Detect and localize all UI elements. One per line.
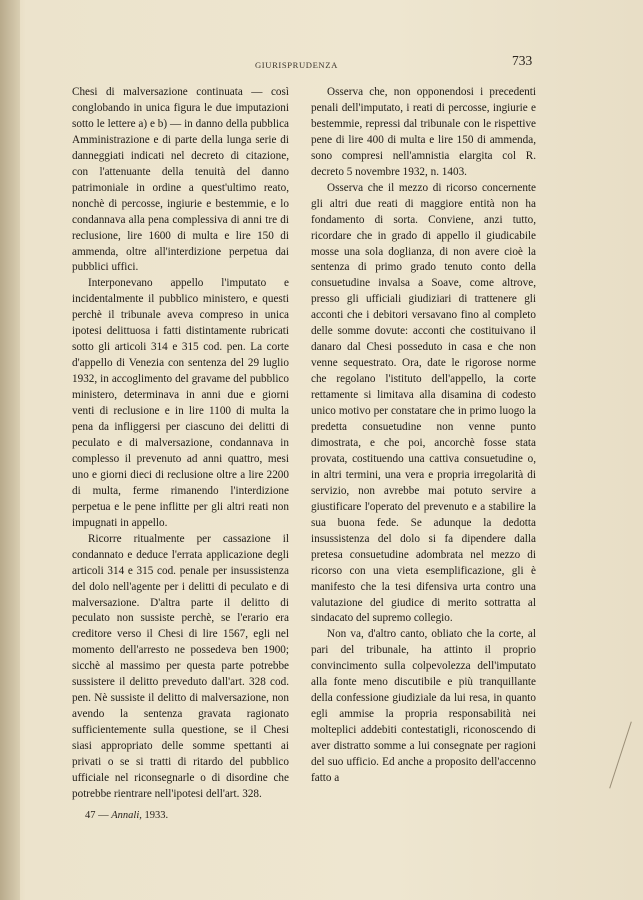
- paragraph: Chesi di malversazione continuata — così conglobando in unica figura le due imputazioni sotto le lettere a) e b) — in danno della pubblica Amministrazione e di parte della lunga serie di danneggiati indicati nel decreto di citazione, con l'attenuante della tenuità del danno patrimoniale in ordine a quest'ultimo reato, nonchè di percosse, ingiurie e bestemmie, e lo condannava alla pena complessiva di anni tre di reclusione, lire 1600 di multa e lire 150 di ammenda, oltre all'interdizione perpetua dai pubblici uffici.: [72, 86, 289, 274]
- signature-number: 47: [85, 810, 96, 821]
- footer-dash: —: [98, 810, 109, 821]
- paragraph: Non va, d'altro canto, obliato che la corte, al pari del tribunale, ha attinto il proprio convincimento sulla colpevolezza dell'imputato alla fonte meno discutibile e più tranquillante della confessione giudiziale da lui resa, in quanto egli ammise la propria responsabilità nei molteplici addebiti contestatigli, riconoscendo di aver distratto somme a lui consegnate per ragioni del suo ufficio. Ed anche a proposito dell'accenno fatto a: [311, 628, 536, 784]
- journal-name: Annali,: [111, 810, 142, 821]
- paragraph: Osserva che il mezzo di ricorso concernente gli altri due reati di maggiore entità non ha fondamento di sorta. Conviene, anzi tutto, ricordare che in grado di appello il giudicabile mosse una sola doglianza, di non avere cioè la sentenza di primo grado tenuto conto della consuetudine invalsa a Soave, come altrove, presso gli ufficiali giudiziari di trattenere gli acconti che i debitori versavano fino al completo delle somme dovute: acconti che costituivano il danaro dal Chesi posseduto in casa e che non venne sequestrato. Ora, date le rigorose norme che regolano l'istituto dell'appello, la corte rettamente si limitava alla disamina di codesto unico motivo per constatare che in primo luogo la predetta consuetudine non venne punto dimostrata, e che poi, ancorchè fosse stata provata, costituendo una cattiva consuetudine o, in altri termini, una vera e propria irregolarità di servizio, non avrebbe mai potuto servire a giustificare l'operato del prevenuto e a stabilire la sua buona fede. Se adunque la dedotta insussistenza del dolo si fa dipendere dalla pretesa consuetudine adombrata nel mezzo di ricorso con una vieta esemplificazione, gli è manifesto che la tesi difensiva urta contro una valutazione del giudice di merito sottratta al sindacato del supremo collegio.: [311, 181, 536, 625]
- paragraph: Osserva che, non opponendosi i precedenti penali dell'imputato, i reati di percosse, ingiurie e bestemmie, repressi dal tribunale con le rispettive pene di lire 400 di multa e lire 150 di ammenda, sono compresi nell'amnistia elargita col R. decreto 5 novembre 1932, n. 1403.: [311, 86, 536, 178]
- pencil-mark: [609, 722, 632, 789]
- paragraph: Ricorre ritualmente per cassazione il condannato e deduce l'errata applicazione degli articoli 314 e 315 cod. penale per insussistenza del dolo nell'agente per i delitti di peculato e di malversazione. D'altra parte il delitto di peculato non sussiste perchè, se l'erario era creditore verso il Chesi di lire 1567, egli nel momento dell'arresto ne possedeva ben 1900; sicchè al massimo per questa parte potrebbe sussistere il delitto preveduto dall'art. 328 cod. pen. Nè sussiste il delitto di malversazione, non avendo la sentenza gravata ragionato sufficientemente sulla questione, se il Chesi siasi appropriato delle somme spettanti ai privati o se si tratti di ritardo del pubblico ufficiale nel riconsegnarle o di disordine che potrebbe rientrare nell'ipotesi dell'art. 328.: [72, 532, 289, 800]
- right-column: [311, 85, 536, 787]
- running-title: GIURISPRUDENZA: [255, 60, 338, 70]
- page-number: 733: [512, 53, 533, 68]
- journal-year: 1933.: [144, 810, 169, 821]
- paragraph: Interponevano appello l'imputato e incidentalmente il pubblico ministero, e questi perchè il tribunale aveva compreso in unica ipotesi delittuosa i fatti distintamente rubricati sotto gli articoli 314 e 315 cod. pen. La corte d'appello di Venezia con sentenza del 29 luglio 1932, in accoglimento del gravame del pubblico ministero, determinava in anni due e giorni venti di reclusione e in lire 1100 di multa la pena da infliggersi per ciascuno dei delitti di peculato e di malversazione, condannava in complesso il prevenuto ad anni quattro, mesi uno e giorni dieci di reclusione oltre a lire 2200 di multa, ferme rimanendo l'interdizione perpetua e le pene inflitte per gli altri reati non impugnati in appello.: [72, 277, 289, 529]
- left-column: [72, 85, 289, 803]
- signature-footer: [85, 810, 168, 821]
- binding-gutter: [0, 0, 20, 900]
